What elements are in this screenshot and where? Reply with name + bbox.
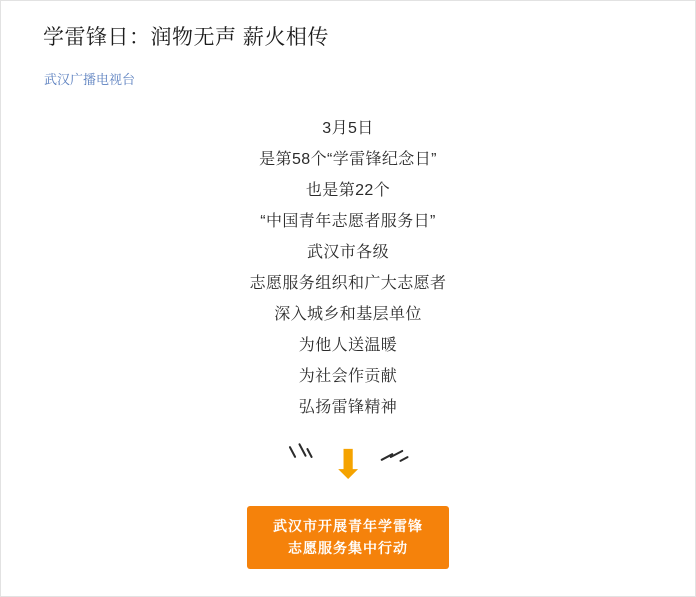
body-line: 武汉市各级 [306,244,389,261]
body-line: 3月5日 [322,120,374,137]
article-source[interactable]: 武汉广播电视台 [44,72,136,87]
body-line: 是第58个“学雷锋纪念日” [259,151,437,168]
speed-lines-right-icon [378,447,412,467]
body-line: 为他人送温暖 [298,337,398,354]
speed-lines-left-icon [284,447,318,467]
banner-row [1,506,695,569]
body-line: 志愿服务组织和广大志愿者 [249,275,447,292]
body-line: 深入城乡和基层单位 [274,306,422,323]
banner-line-2: 志愿服务集中行动 [288,540,408,556]
body-line: “中国青年志愿者服务日” [260,213,436,230]
arrow-wrapper [278,441,418,491]
body-line: 为社会作贡献 [298,368,398,385]
page-title: 学雷锋日：润物无声 薪火相传 [43,26,329,49]
body-line: 也是第22个 [305,182,391,199]
arrow-decoration [41,441,655,493]
down-arrow-icon: ⬇ [331,442,365,488]
body-line: 弘扬雷锋精神 [298,399,398,416]
article-body [41,113,655,493]
banner-line-1: 武汉市开展青年学雷锋 [273,518,423,534]
campaign-banner[interactable] [247,506,449,569]
